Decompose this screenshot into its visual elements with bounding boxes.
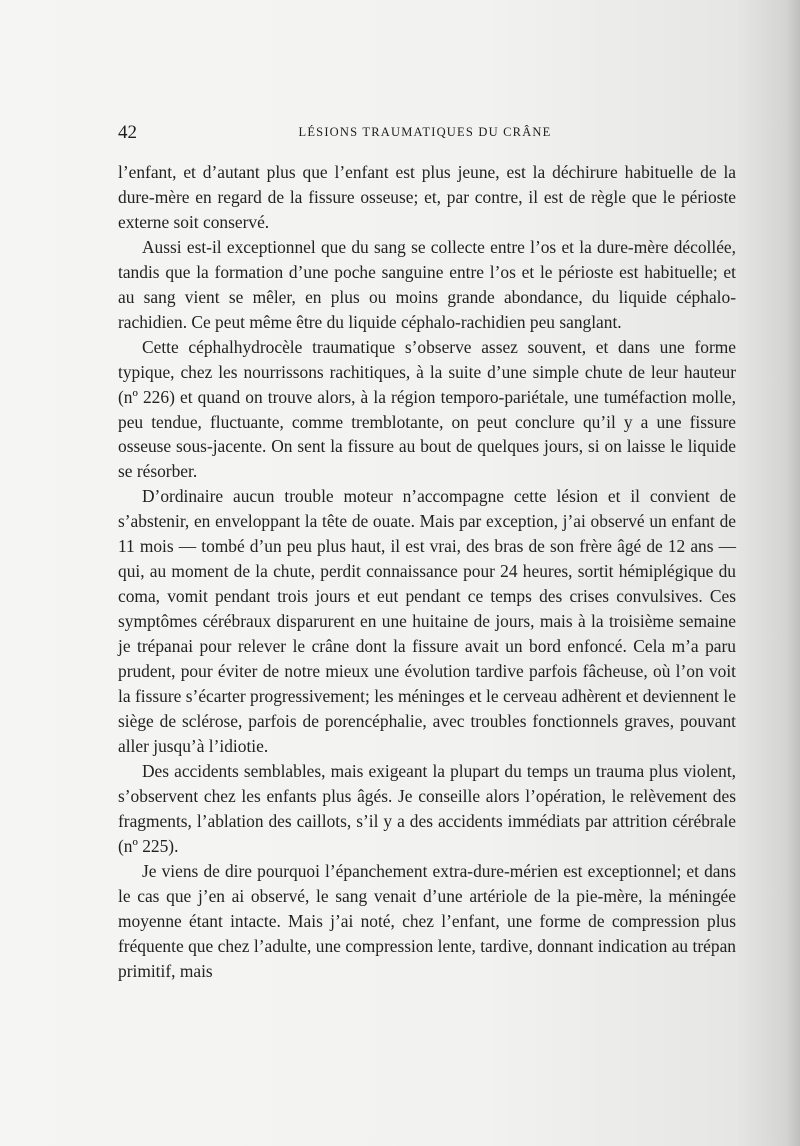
page-edge-shadow [786, 0, 800, 1146]
paragraph: Aussi est-il exceptionnel que du sang se collecte entre l’os et la dure-mère décollée, tandis que la formation d’une poche sanguine entre l’os et le périoste est habituelle; et au sang vient se mêler, en plus ou moins grande abondance, du liquide céphalo-rachidien. Ce peut même être du liquide céphalo-rachidien peu sanglant. [118, 236, 736, 332]
page-header [118, 122, 732, 146]
running-title: LÉSIONS TRAUMATIQUES DU CRÂNE [298, 125, 552, 139]
paragraph: Cette céphalhydrocèle traumatique s’observe assez souvent, et dans une forme typique, chez les nourrissons rachitiques, à la suite d’une simple chute de leur hauteur (nº 226) et quand on trouve alors, à la région temporo-pariétale, une tuméfaction molle, peu tendue, fluctuante, comme tremblotante, on peut conclure qu’il y a une fissure osseuse sous-jacente. On sent la fissure au bout de quelques jours, si on laisse le liquide se résorber. [118, 336, 736, 482]
paragraph: Des accidents semblables, mais exigeant la plupart du temps un trauma plus violent, s’observent chez les enfants plus âgés. Je conseille alors l’opération, le relèvement des fragments, l’ablation des caillots, s’il y a des accidents immédiats par attrition cérébrale (nº 225). [118, 760, 736, 856]
paragraph-continuation: l’enfant, et d’autant plus que l’enfant est plus jeune, est la déchirure habituelle de la dure-mère en regard de la fissure osseuse; et, par contre, il est de règle que le périoste externe soit conservé. [118, 162, 736, 232]
paragraph: D’ordinaire aucun trouble moteur n’accompagne cette lésion et il convient de s’abstenir, en enveloppant la tête de ouate. Mais par exception, j’ai observé un enfant de 11 mois — tombé d’un peu plus haut, il est vrai, des bras de son frère âgé de 12 ans — qui, au moment de la chute, perdit connaissance pour 24 heures, sortit hémiplégique du coma, vomit pendant trois jours et eut pendant ce temps des crises convulsives. Ces symptômes cérébraux disparurent en une huitaine de jours, mais à la troisième semaine je trépanai pour relever le crâne dont la fissure avait un bord enfoncé. Cela m’a paru prudent, pour éviter de notre mieux une évolution tardive parfois fâcheuse, où l’on voit la fissure s’écarter progressivement; les méninges et le cerveau adhèrent et deviennent le siège de sclérose, parfois de porencéphalie, avec troubles fonctionnels graves, pouvant aller jusqu’à l’idiotie. [118, 486, 736, 756]
page-number: 42 [118, 122, 137, 143]
body-text [118, 160, 736, 983]
paragraph: Je viens de dire pourquoi l’épanchement extra-dure-mérien est exceptionnel; et dans le cas que j’en ai observé, le sang venait d’une artériole de la pie-mère, la méningée moyenne étant intacte. Mais j’ai noté, chez l’enfant, une forme de compression plus fréquente que chez l’adulte, une compression lente, tardive, donnant indication au trépan primitif, mais [118, 860, 736, 981]
